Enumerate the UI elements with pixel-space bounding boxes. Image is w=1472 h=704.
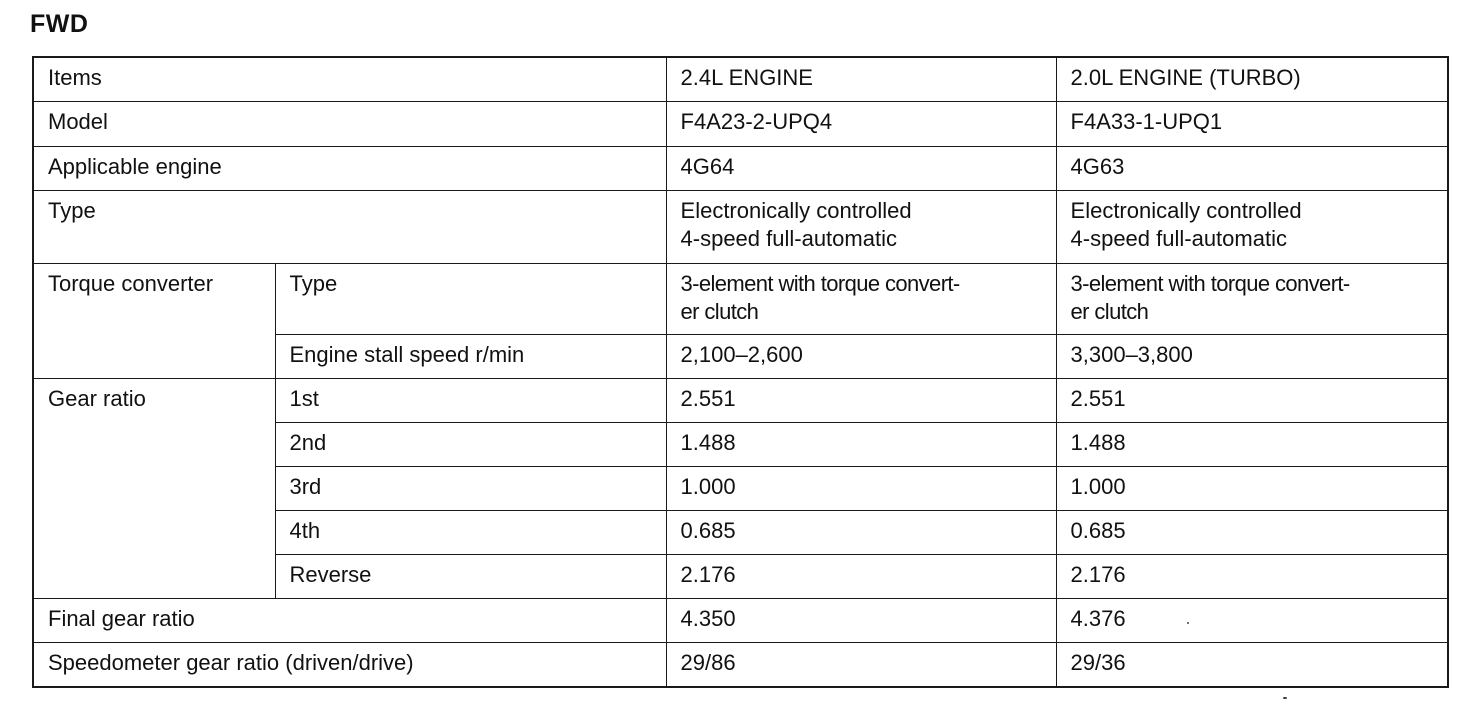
cell-value: 4G64 bbox=[666, 146, 1056, 190]
cell-value: 29/86 bbox=[666, 643, 1056, 687]
cell-value: Electronically controlled 4-speed full-automatic bbox=[666, 190, 1056, 263]
cell-value: 2.176 bbox=[1056, 555, 1448, 599]
row-label: 3rd bbox=[275, 467, 666, 511]
row-label: Type bbox=[33, 190, 666, 263]
header-col-2-0l-turbo: 2.0L ENGINE (TURBO) bbox=[1056, 57, 1448, 101]
row-label: 4th bbox=[275, 511, 666, 555]
table-row-applicable-engine bbox=[33, 146, 1448, 190]
table-row-torque-converter-type bbox=[33, 263, 1448, 334]
row-label: Final gear ratio bbox=[33, 599, 666, 643]
cell-value: 1.000 bbox=[1056, 467, 1448, 511]
cell-value: 2.551 bbox=[1056, 378, 1448, 422]
row-label: Model bbox=[33, 101, 666, 146]
row-label: Engine stall speed r/min bbox=[275, 334, 666, 378]
group-label-gear-ratio: Gear ratio bbox=[33, 378, 275, 598]
cell-value: 29/36 bbox=[1056, 643, 1448, 687]
cell-value: F4A33-1-UPQ1 bbox=[1056, 101, 1448, 146]
group-label-torque-converter: Torque converter bbox=[33, 263, 275, 378]
cell-value: 1.000 bbox=[666, 467, 1056, 511]
section-title: FWD bbox=[30, 10, 89, 38]
cell-value: 0.685 bbox=[666, 511, 1056, 555]
cell-value: 2.551 bbox=[666, 378, 1056, 422]
spec-table bbox=[32, 56, 1449, 688]
table-header-row bbox=[33, 57, 1448, 101]
header-col-2-4l: 2.4L ENGINE bbox=[666, 57, 1056, 101]
cell-value: 0.685 bbox=[1056, 511, 1448, 555]
cell-value: 4G63 bbox=[1056, 146, 1448, 190]
cell-value: 2,100–2,600 bbox=[666, 334, 1056, 378]
cell-value: 3-element with torque convert- er clutch bbox=[1056, 263, 1448, 334]
table-row-type bbox=[33, 190, 1448, 263]
cell-value: 4.376 bbox=[1056, 599, 1448, 643]
cell-value: 4.350 bbox=[666, 599, 1056, 643]
cell-value: 2.176 bbox=[666, 555, 1056, 599]
row-label: Reverse bbox=[275, 555, 666, 599]
row-label: Speedometer gear ratio (driven/drive) bbox=[33, 643, 666, 687]
cell-value: Electronically controlled 4-speed full-automatic bbox=[1056, 190, 1448, 263]
cell-value: F4A23-2-UPQ4 bbox=[666, 101, 1056, 146]
table-row-model bbox=[33, 101, 1448, 146]
cell-value: 1.488 bbox=[1056, 423, 1448, 467]
scan-speck bbox=[1283, 697, 1287, 699]
row-label: 1st bbox=[275, 378, 666, 422]
table-row-gear-1st bbox=[33, 378, 1448, 422]
cell-value: 3,300–3,800 bbox=[1056, 334, 1448, 378]
table-row-speedometer-gear-ratio bbox=[33, 643, 1448, 687]
header-items: Items bbox=[33, 57, 666, 101]
cell-value: 3-element with torque convert- er clutch bbox=[666, 263, 1056, 334]
scan-speck bbox=[1187, 622, 1189, 624]
cell-value: 1.488 bbox=[666, 423, 1056, 467]
row-label: 2nd bbox=[275, 423, 666, 467]
table-row-final-gear-ratio bbox=[33, 599, 1448, 643]
row-label: Type bbox=[275, 263, 666, 334]
row-label: Applicable engine bbox=[33, 146, 666, 190]
